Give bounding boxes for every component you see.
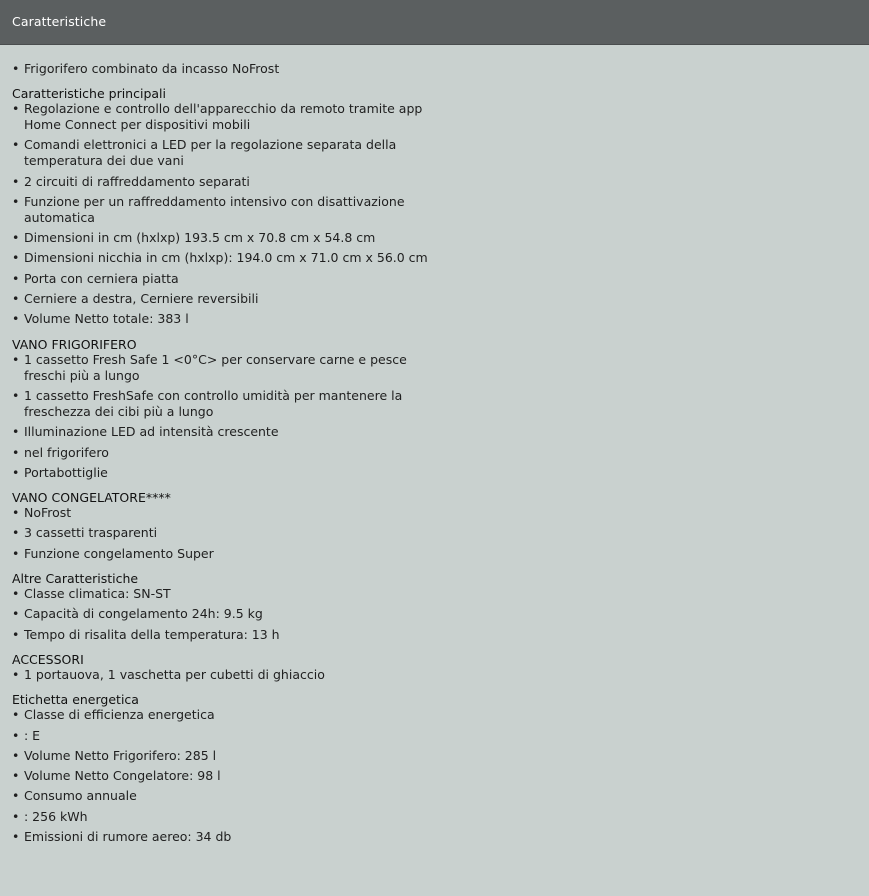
- bullet-icon: •: [12, 525, 20, 541]
- list-item: [12, 137, 452, 169]
- list-item-text: nel frigorifero: [24, 444, 109, 460]
- bullet-icon: •: [12, 444, 20, 460]
- list-item-text: : 256 kWh: [24, 808, 88, 824]
- section-title: Altre Caratteristiche: [12, 571, 139, 587]
- list-item: [12, 586, 452, 602]
- list-item-text: Dimensioni in cm (hxlxp) 193.5 cm x 70.8 cm x 54.8 cm: [24, 230, 376, 246]
- bullet-icon: •: [12, 424, 20, 440]
- bullet-icon: •: [12, 788, 20, 804]
- bullet-icon: •: [12, 464, 20, 480]
- bullet-icon: •: [12, 727, 20, 743]
- feature-list: [12, 505, 452, 562]
- list-item: [12, 505, 452, 521]
- list-item-text: Funzione per un raffreddamento intensivo con disattivazione automatica: [24, 193, 405, 225]
- section-title: Caratteristiche principali: [12, 86, 166, 101]
- list-item-text: Emissioni di rumore aereo: 34 db: [24, 829, 232, 845]
- bullet-icon: •: [12, 808, 20, 824]
- feature-list: [12, 586, 452, 643]
- list-item-text: Illuminazione LED ad intensità crescente: [24, 424, 279, 440]
- feature-section: [12, 332, 452, 481]
- list-item: [12, 445, 452, 461]
- bullet-icon: •: [12, 545, 20, 561]
- list-item-text: 1 cassetto FreshSafe con controllo umidità per mantenere la freschezza dei cibi più a lungo: [24, 387, 403, 419]
- list-item-text: Consumo annuale: [24, 788, 137, 804]
- list-item-text: Volume Netto Frigorifero: 285 l: [24, 747, 217, 763]
- list-item: [12, 707, 452, 723]
- feature-section: [12, 687, 452, 845]
- list-item-text: Regolazione e controllo dell'apparecchio da remoto tramite app Home Connect per dispositivi mobili: [24, 101, 423, 132]
- feature-sections: [12, 81, 452, 845]
- features-content: [12, 61, 452, 849]
- list-item-text: 1 cassetto Fresh Safe 1 <0°C> per conservare carne e pesce freschi più a lungo: [24, 351, 407, 383]
- feature-section: [12, 485, 452, 562]
- list-item: [12, 667, 452, 683]
- list-item-text: : E: [24, 727, 41, 743]
- list-item-text: Classe di efficienza energetica: [24, 707, 215, 723]
- bullet-icon: •: [12, 666, 20, 682]
- list-item: [12, 465, 452, 481]
- section-title: Etichetta energetica: [12, 692, 139, 708]
- list-item: [12, 291, 452, 307]
- list-item-text: Porta con cerniera piatta: [24, 270, 179, 286]
- list-item: [12, 525, 452, 541]
- list-item: [12, 388, 452, 420]
- bullet-icon: •: [12, 747, 20, 763]
- list-item: [12, 748, 452, 764]
- bullet-icon: •: [12, 61, 20, 76]
- list-item: [12, 250, 452, 266]
- list-item-text: 2 circuiti di raffreddamento separati: [24, 173, 250, 189]
- bullet-icon: •: [12, 351, 20, 367]
- bullet-icon: •: [12, 387, 20, 403]
- feature-list: [12, 707, 452, 845]
- list-item-text: Funzione congelamento Super: [24, 545, 214, 561]
- feature-section: [12, 566, 452, 643]
- list-item: [12, 352, 452, 384]
- bullet-icon: •: [12, 829, 20, 845]
- list-item-text: 3 cassetti trasparenti: [24, 525, 158, 541]
- list-item-text: Volume Netto Congelatore: 98 l: [24, 768, 221, 784]
- section-title: VANO CONGELATORE****: [12, 490, 171, 506]
- list-item: [12, 728, 452, 744]
- bullet-icon: •: [12, 173, 20, 189]
- list-item-text: NoFrost: [24, 505, 72, 521]
- list-item: [12, 829, 452, 845]
- bullet-icon: •: [12, 137, 20, 153]
- list-item-text: Capacità di congelamento 24h: 9.5 kg: [24, 606, 263, 622]
- intro-text: Frigorifero combinato da incasso NoFrost: [24, 61, 280, 76]
- list-item: [12, 174, 452, 190]
- list-item: [12, 424, 452, 440]
- bullet-icon: •: [12, 193, 20, 209]
- bullet-icon: •: [12, 250, 20, 266]
- list-item-text: Portabottiglie: [24, 464, 108, 480]
- list-item: [12, 606, 452, 622]
- list-item: [12, 788, 452, 804]
- list-item: [12, 230, 452, 246]
- list-item-text: Volume Netto totale: 383 l: [24, 311, 189, 327]
- list-item: [12, 311, 452, 327]
- bullet-icon: •: [12, 626, 20, 642]
- bullet-icon: •: [12, 505, 20, 521]
- feature-list: [12, 352, 452, 481]
- list-item: [12, 627, 452, 643]
- list-item: [12, 546, 452, 562]
- list-item-text: Classe climatica: SN-ST: [24, 586, 171, 602]
- intro-item: [12, 61, 452, 81]
- bullet-icon: •: [12, 768, 20, 784]
- list-item-text: 1 portauova, 1 vaschetta per cubetti di ghiaccio: [24, 666, 325, 682]
- bullet-icon: •: [12, 586, 20, 602]
- section-title: ACCESSORI: [12, 651, 84, 667]
- feature-section: [12, 647, 452, 683]
- list-item-text: Cerniere a destra, Cerniere reversibili: [24, 291, 259, 307]
- list-item-text: Dimensioni nicchia in cm (hxlxp): 194.0 cm x 71.0 cm x 56.0 cm: [24, 250, 428, 266]
- feature-section: [12, 81, 452, 327]
- section-header: [0, 0, 869, 45]
- list-item-text: Comandi elettronici a LED per la regolazione separata della temperatura dei due vani: [24, 137, 397, 169]
- bullet-icon: •: [12, 230, 20, 246]
- feature-list: [12, 101, 452, 327]
- bullet-icon: •: [12, 707, 20, 723]
- feature-list: [12, 667, 452, 683]
- list-item: [12, 809, 452, 825]
- bullet-icon: •: [12, 101, 20, 116]
- bullet-icon: •: [12, 311, 20, 327]
- list-item: [12, 768, 452, 784]
- bullet-icon: •: [12, 606, 20, 622]
- header-title: Caratteristiche: [12, 14, 107, 29]
- list-item: [12, 271, 452, 287]
- section-title: VANO FRIGORIFERO: [12, 336, 137, 352]
- bullet-icon: •: [12, 270, 20, 286]
- list-item: [12, 101, 452, 133]
- list-item-text: Tempo di risalita della temperatura: 13 h: [24, 626, 280, 642]
- bullet-icon: •: [12, 291, 20, 307]
- list-item: [12, 194, 452, 226]
